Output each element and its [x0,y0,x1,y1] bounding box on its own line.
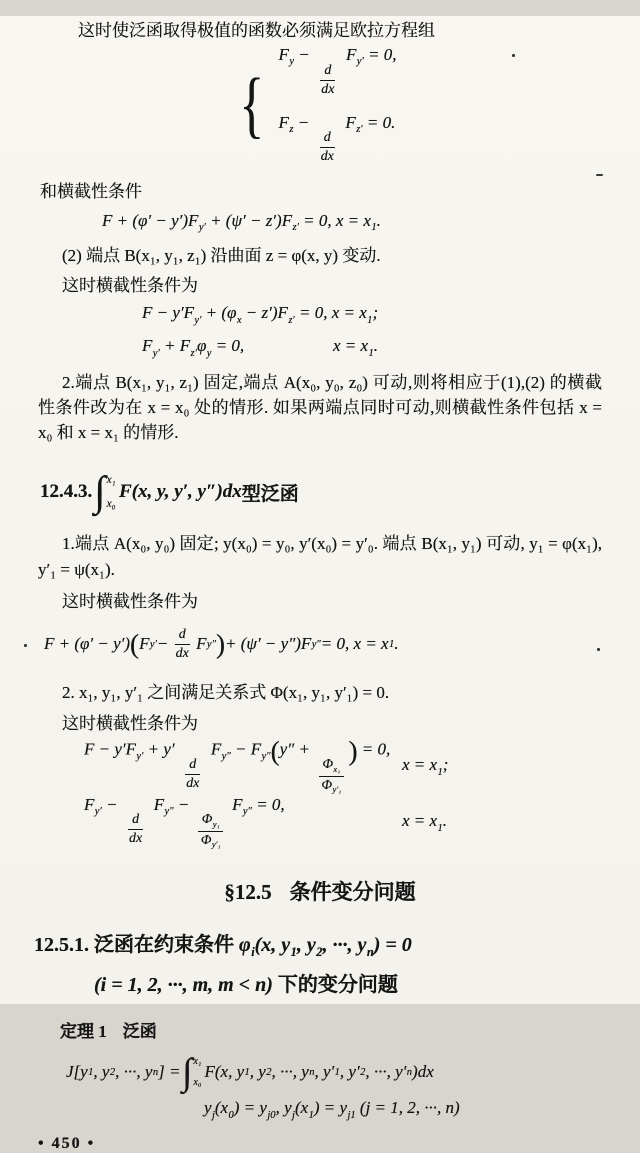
functional-J-equation: J[y 1 , y 2 , ···, y n ] = ∫ x₁ x₀ F(x, y 1 , y 2 , ···, y n , y′ 1 , y′ 2 , ···, y′ n )dx [66,1051,434,1093]
page-number: • 450 • [38,1134,96,1152]
fraction: $\frac{d}{dx}$ [186,757,200,792]
section-title: 条件变分问题 [289,880,416,905]
surface-transversality-equation-1: $F - y'F_{y'} + (\varphi_x - z')F_{z'} = 0$, $x = x_1$; [142,303,379,326]
paragraph-both-endpoints-moving: 2.端点 B(x₁, y₁, z₁) 固定,端点 A(x₀, y₀, z₀) 可动,则将相应于(1),(2) 的横截性条件改为在 x = x₀ 处的情形. 如果两端点同时可动,则横截性条件包括 x = x₀ 和 x = x₁ 的情形. [38,373,602,443]
scanned-book-page [0,16,640,1152]
surface-transversality-equation-2 [0,336,640,362]
theorem-heading [60,1017,640,1042]
section-heading-12-5 [0,876,640,906]
relation-transversality-equation-2 [0,794,640,850]
system-brace: { [239,64,265,147]
euler-equation-y: $F_y$ − $\frac{d}{dx}$ $F_{y'} = 0$, [278,45,397,97]
subsection-heading-12-5-1-line2: (i = 1, 2, ···, m, m < n) 下的变分问题 [94,974,398,997]
euler-equation-z: $F_z$ − $\frac{d}{dx}$ $F_{z'} = 0$. [278,112,396,165]
fraction: $\frac{\Phi_{y_1}}{\Phi_{y'_1}}$ [197,812,224,850]
fraction: $\frac{d}{dx}$ [129,812,143,847]
fraction: $\frac{d}{dx}$ [321,62,335,97]
equation-condition-x1: $x = x_1$. [402,811,447,834]
subsection-heading-12-4-3: 12.4.3. ∫ x₁ x₀ F(x, y, y′, y″)dx 型泛函 [40,468,299,515]
equation-main: $F - y'F_{y'} + y'$ $\frac{d}{dx}$ $F_{y''} - F_{y''}(y''$ + $\frac{\Phi_{x_1}}{\Phi_{y'_1}}$ ) = 0, [84,736,391,794]
scan-artifact [512,54,515,57]
scan-artifact [597,648,600,651]
paragraph-endpoint-fixed: 1.端点 A(x₀, y₀) 固定; y(x₀) = y₀, y′(x₀) = y′₀. 端点 B(x₁, y₁) 可动, y₁ = φ(x₁), y′₁ = ψ(x₁). [38,534,602,580]
equation-main: $F_{y'} + F_{z'}\varphi_y = 0$, [142,336,245,359]
transversality-equation-1: $F + (\varphi' - y')F_{y'} + (\psi' - z')F_{z'} = 0$, $x = x_1$. [102,211,381,234]
paragraph-item2-relation: 2. x₁, y₁, y′₁ 之间满足关系式 Φ(x₁, y₁, y′₁) = 0. [62,683,390,703]
paragraph-item2-surface: (2) 端点 B(x₁, y₁, z₁) 沿曲面 z = φ(x, y) 变动. [62,246,381,266]
paragraph-then-transversality-1: 这时横截性条件为 [62,276,198,296]
equation-main: $F_{y'}$ − $\frac{d}{dx}$ $F_{y''}$ − $\frac{\Phi_{y_1}}{\Phi_{y'_1}}$ $F_{y''} = 0$, [84,794,285,850]
fraction: $\frac{d}{dx}$ [320,130,334,165]
integral-sign: ∫ x₁ x₀ [182,1051,202,1093]
scan-artifact [24,644,27,647]
fraction: $\frac{d}{dx}$ [175,626,189,661]
fraction: $\frac{\Phi_{x_1}}{\Phi_{y'_1}}$ [318,757,345,795]
section-number: §12.5 [224,880,272,905]
paragraph-then-transversality-3: 这时横截性条件为 [62,714,198,734]
equation-condition-x1: $x = x_1$. [333,336,378,359]
scan-artifact [596,174,603,176]
boundary-conditions-equation: $y_j(x_0) = y_{j0}$, $y_j(x_1) = y_{j1}$ (j = 1, 2, ···, n) [204,1098,460,1121]
relation-transversality-equation-1 [0,736,640,794]
subsection-heading-12-5-1-line1: 12.5.1. 泛函在约束条件 $\varphi_i(x$, $y_1$, $y_2$, ···, $y_n) = 0$ [34,934,412,960]
euler-equation-system [234,45,640,165]
equation-condition-x1: $x = x_1$; [402,755,449,778]
integral-sign: ∫ x₁ x₀ [94,468,116,515]
paragraph-then-transversality-2: 这时横截性条件为 [62,592,198,612]
paragraph-transversality-intro: 和横截性条件 [40,182,142,202]
paragraph-euler-intro: 这时使泛函取得极值的函数必须满足欧拉方程组 [78,21,435,40]
theorem-number: 定理 1 [60,1022,107,1042]
fourth-order-transversality-equation: F + (φ′ − y′) ( F y′ − $\frac{d}{dx}$ F y″ ) + (ψ′ − y″)F y″ = 0, x = x 1 . [44,626,399,661]
theorem-title: 泛函 [122,1022,157,1042]
